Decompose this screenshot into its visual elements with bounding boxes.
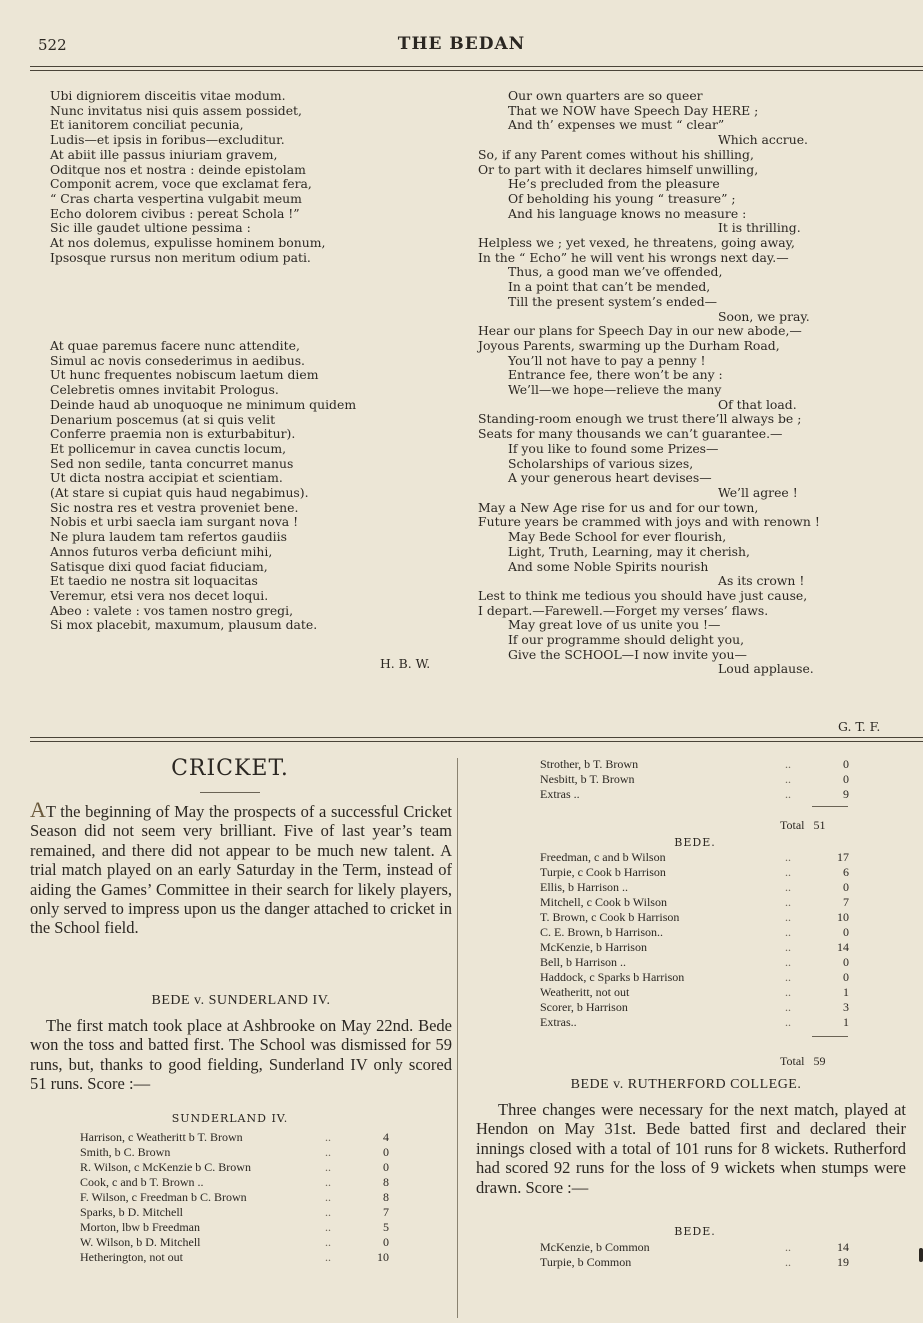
batsman: R. Wilson, c McKenzie b C. Brown — [80, 1160, 251, 1174]
leader-dots: .. — [325, 1130, 331, 1144]
runs: 3 — [843, 1000, 849, 1014]
score-row — [540, 757, 850, 772]
poem-line: We’ll—we hope—relieve the many — [508, 382, 722, 398]
runs: 0 — [383, 1145, 389, 1159]
runs: 0 — [843, 757, 849, 771]
english-signature: G. T. F. — [838, 719, 881, 734]
score-row — [540, 925, 850, 940]
batsman: Harrison, c Weatheritt b T. Brown — [80, 1130, 243, 1144]
leader-dots: .. — [785, 880, 791, 894]
bede2-scorecard — [540, 1240, 850, 1270]
section-rule-thin — [30, 741, 923, 742]
batsman: C. E. Brown, b Harrison.. — [540, 925, 663, 939]
poem-line: Standing-room enough we trust there’ll always be ; — [478, 411, 802, 427]
bede-total-rule — [812, 1036, 848, 1037]
leader-dots: .. — [325, 1220, 331, 1234]
batsman: Haddock, c Sparks b Harrison — [540, 970, 685, 984]
poem-line: I depart.—Farewell.—Forget my verses’ flaws. — [478, 602, 769, 618]
score-row — [540, 1240, 850, 1255]
poem-line: Thus, a good man we’ve offended, — [508, 264, 723, 280]
batsman: Hetherington, not out — [80, 1250, 183, 1264]
poem-line: In the “ Echo” he will vent his wrongs next day.— — [478, 249, 789, 265]
runs: 8 — [383, 1190, 389, 1204]
leader-dots: .. — [785, 895, 791, 909]
runs: 6 — [843, 865, 849, 879]
leader-dots: .. — [325, 1175, 331, 1189]
score-row — [540, 865, 850, 880]
poem-line: Deinde haud ab unoquoque ne minimum quidem — [50, 396, 357, 412]
leader-dots: .. — [785, 910, 791, 924]
batsman: Sparks, b D. Mitchell — [80, 1205, 183, 1219]
total-value: 59 — [813, 1054, 826, 1068]
leader-dots: .. — [785, 1255, 791, 1269]
batsman: Extras .. — [540, 787, 580, 801]
batsman: Nesbitt, b T. Brown — [540, 772, 635, 786]
poem-line: Or to part with it declares himself unwilling, — [478, 161, 759, 177]
runs: 14 — [837, 1240, 849, 1254]
poem-line: Ubi digniorem disceitis vitae modum. — [50, 88, 286, 103]
poem-line: Echo dolorem civibus : pereat Schola !” — [50, 205, 300, 221]
runs: 8 — [383, 1175, 389, 1189]
poem-line: Conferre praemia non is exturbabitur). — [50, 426, 296, 442]
score-row — [80, 1145, 390, 1160]
poem-line: Hear our plans for Speech Day in our new abode,— — [478, 323, 802, 339]
poem-line: Light, Truth, Learning, may it cherish, — [508, 543, 750, 559]
leader-dots: .. — [785, 757, 791, 771]
poem-line: Scholarships of various sizes, — [508, 455, 694, 471]
poem-line: Give the SCHOOL—I now invite you— — [508, 646, 747, 662]
match2-heading: BEDE v. RUTHERFORD COLLEGE. — [570, 1077, 802, 1092]
title-ornament-rule — [200, 792, 260, 793]
poem-line: It is thrilling. — [718, 220, 801, 236]
total-label: Total — [780, 1054, 805, 1068]
leader-dots: .. — [785, 850, 791, 864]
poem-line: As its crown ! — [718, 573, 805, 589]
batsman: Cook, c and b T. Brown .. — [80, 1175, 204, 1189]
score-row — [80, 1175, 390, 1190]
score-row — [540, 985, 850, 1000]
poem-line: In a point that can’t be mended, — [508, 279, 711, 295]
header-rule-thin — [30, 70, 923, 71]
poem-line: You’ll not have to pay a penny ! — [508, 352, 706, 368]
page-edge-mark — [919, 1248, 923, 1262]
poem-line: That we NOW have Speech Day HERE ; — [508, 102, 759, 118]
leader-dots: .. — [785, 865, 791, 879]
poem-line: Entrance fee, there won’t be any : — [508, 367, 723, 383]
batsman: Morton, lbw b Freedman — [80, 1220, 200, 1234]
leader-dots: .. — [785, 985, 791, 999]
poem-line: Nunc invitatus nisi quis assem possidet, — [50, 102, 302, 118]
runs: 19 — [837, 1255, 849, 1269]
score-row — [540, 787, 850, 802]
poem-line: Et taedio ne nostra sit loquacitas — [50, 573, 258, 589]
score-row — [80, 1220, 390, 1235]
runs: 7 — [843, 895, 849, 909]
poem-line: Sed non sedile, tanta concurret manus — [50, 455, 294, 471]
total-rule — [812, 806, 848, 807]
poem-line: Celebretis omnes invitabit Prologus. — [50, 382, 279, 398]
leader-dots: .. — [785, 955, 791, 969]
runs: 5 — [383, 1220, 389, 1234]
poem-line: May Bede School for ever flourish, — [508, 529, 727, 545]
runs: 17 — [837, 850, 849, 864]
runs: 0 — [383, 1235, 389, 1249]
poem-line: Future years be crammed with joys and with renown ! — [478, 514, 820, 530]
leader-dots: .. — [325, 1235, 331, 1249]
cricket-intro — [30, 797, 452, 938]
poem-line: Loud applause. — [718, 661, 814, 677]
leader-dots: .. — [785, 940, 791, 954]
poem-line: At quae paremus facere nunc attendite, — [50, 338, 300, 353]
poem-line: Ne plura laudem tam refertos gaudiis — [50, 529, 287, 545]
page-number: 522 — [38, 36, 67, 54]
header-rule — [30, 66, 923, 67]
batsman: F. Wilson, c Freedman b C. Brown — [80, 1190, 247, 1204]
leader-dots: .. — [785, 925, 791, 939]
batsman: Strother, b T. Brown — [540, 757, 639, 771]
latin-stanza-1 — [50, 89, 460, 265]
batsman: Mitchell, c Cook b Wilson — [540, 895, 667, 909]
score-row — [80, 1235, 390, 1250]
score-row — [80, 1250, 390, 1265]
poem-line: If our programme should delight you, — [508, 632, 745, 648]
runs: 10 — [837, 910, 849, 924]
leader-dots: .. — [325, 1205, 331, 1219]
poem-line: Ipsosque rursus non meritum odium pati. — [50, 249, 311, 265]
poem-line: Till the present system’s ended— — [508, 293, 718, 309]
poem-line: Joyous Parents, swarming up the Durham Road, — [478, 337, 780, 353]
poem-line: Seats for many thousands we can’t guarantee.— — [478, 426, 783, 442]
poem-line: Sic nostra res et vestra proveniet bene. — [50, 499, 299, 515]
cricket-title: CRICKET. — [171, 756, 289, 781]
score-row — [540, 772, 850, 787]
runs: 0 — [843, 880, 849, 894]
batsman: Freedman, c and b Wilson — [540, 850, 666, 864]
batsman: Bell, b Harrison .. — [540, 955, 626, 969]
poem-line: Et ianitorem conciliat pecunia, — [50, 117, 244, 133]
score-row — [540, 1015, 850, 1030]
poem-line: Simul ac novis consederimus in aedibus. — [50, 352, 306, 368]
leader-dots: .. — [785, 1240, 791, 1254]
poem-line: So, if any Parent comes without his shilling, — [478, 146, 754, 162]
runs: 4 — [383, 1130, 389, 1144]
section-rule — [30, 737, 923, 738]
runs: 0 — [843, 970, 849, 984]
score-row — [540, 940, 850, 955]
poem-line: Of beholding his young “ treasure” ; — [508, 190, 736, 206]
score-row — [540, 895, 850, 910]
latin-signature: H. B. W. — [380, 656, 431, 671]
leader-dots: .. — [785, 1000, 791, 1014]
poem-line: Our own quarters are so queer — [508, 88, 703, 103]
total-value: 51 — [813, 818, 826, 832]
runs: 1 — [843, 1015, 849, 1029]
poem-line: Which accrue. — [718, 132, 808, 148]
poem-line: We’ll agree ! — [718, 484, 798, 500]
poem-line: A your generous heart devises— — [508, 470, 712, 486]
score-row — [540, 880, 850, 895]
total-label: Total — [780, 818, 805, 832]
batsman: Scorer, b Harrison — [540, 1000, 628, 1014]
runs: 1 — [843, 985, 849, 999]
batsman: Smith, b C. Brown — [80, 1145, 171, 1159]
batsman: Weatheritt, not out — [540, 985, 630, 999]
poem-line: Ludis—et ipsis in foribus—excluditur. — [50, 132, 285, 148]
leader-dots: .. — [325, 1145, 331, 1159]
intro-text: T the beginning of May the prospects of a successful Cricket Season did not seem very brilliant. Five of last year’s team remained, and there did not appear to be much new talent. A trial match played on an early Saturday in the Term, instead of aiding the Games’ Committee in their search for likely players, only served to impress upon us the danger attached to cricket in the School field. — [30, 802, 452, 938]
match1-heading: BEDE v. SUNDERLAND IV. — [151, 993, 331, 1008]
poem-line: If you like to found some Prizes— — [508, 440, 719, 456]
score-row — [80, 1160, 390, 1175]
poem-line: Of that load. — [718, 396, 797, 412]
poem-line: Veremur, etsi vera nos decet loqui. — [50, 587, 269, 603]
poem-line: “ Cras charta vespertina vulgabit meum — [50, 190, 302, 206]
match1-text: The first match took place at Ashbrooke on May 22nd. Bede won the toss and batted first. The School was dismissed for 59 runs, but, thanks to good fielding, Sunderland IV only scored 51 runs. Score :— — [30, 1016, 452, 1094]
poem-line: Si mox placebit, maxumum, plausum date. — [50, 617, 318, 633]
poem-line: May great love of us unite you !— — [508, 617, 721, 633]
poem-line: Oditque nos et nostra : deinde epistolam — [50, 161, 306, 177]
poem-line: And his language knows no measure : — [508, 205, 747, 221]
bede-label: BEDE. — [674, 836, 716, 849]
sunderland-scorecard-cont — [540, 757, 850, 802]
runs: 7 — [383, 1205, 389, 1219]
poem-line: Satisque dixi quod faciat fiduciam, — [50, 558, 268, 574]
batsman: T. Brown, c Cook b Harrison — [540, 910, 680, 924]
poem-line: At nos dolemus, expulisse hominem bonum, — [50, 235, 326, 251]
poem-line: Et pollicemur in cavea cunctis locum, — [50, 440, 287, 456]
batsman: Turpie, c Cook b Harrison — [540, 865, 666, 879]
runs: 14 — [837, 940, 849, 954]
runs: 10 — [377, 1250, 389, 1264]
leader-dots: .. — [785, 1015, 791, 1029]
poem-line: He’s precluded from the pleasure — [508, 176, 720, 192]
score-row — [540, 1000, 850, 1015]
bede-total — [780, 1054, 826, 1069]
batsman: Extras.. — [540, 1015, 577, 1029]
runs: 0 — [843, 955, 849, 969]
sunderland-scorecard — [80, 1130, 390, 1265]
poem-line: Sic ille gaudet ultione pessima : — [50, 220, 251, 236]
leader-dots: .. — [325, 1160, 331, 1174]
leader-dots: .. — [785, 787, 791, 801]
poem-line: Soon, we pray. — [718, 308, 810, 324]
leader-dots: .. — [785, 970, 791, 984]
column-divider — [457, 758, 458, 1318]
poem-line: Ut hunc frequentes nobiscum laetum diem — [50, 367, 319, 383]
poem-line: And some Noble Spirits nourish — [508, 558, 709, 574]
poem-line: Denarium poscemus (at si quis velit — [50, 411, 276, 427]
batsman: McKenzie, b Common — [540, 1240, 650, 1254]
poem-line: At abiit ille passus iniuriam gravem, — [50, 146, 278, 162]
leader-dots: .. — [325, 1190, 331, 1204]
score-row — [540, 955, 850, 970]
english-poem — [478, 89, 898, 677]
poem-line: Ut dicta nostra accipiat et scientiam. — [50, 470, 283, 486]
score-row — [80, 1190, 390, 1205]
batsman: Turpie, b Common — [540, 1255, 632, 1269]
runs: 9 — [843, 787, 849, 801]
poem-line: And th’ expenses we must “ clear” — [508, 117, 725, 133]
drop-cap: A — [30, 797, 46, 822]
runs: 0 — [383, 1160, 389, 1174]
poem-line: Componit acrem, voce que exclamat fera, — [50, 176, 312, 192]
score-row — [80, 1205, 390, 1220]
poem-line: Helpless we ; yet vexed, he threatens, going away, — [478, 235, 795, 251]
batsman: W. Wilson, b D. Mitchell — [80, 1235, 201, 1249]
score-row — [540, 910, 850, 925]
match2-text: Three changes were necessary for the next match, played at Hendon on May 31st. Bede batted first and declared their innings closed with a total of 101 runs for 8 wickets. Rutherford had scored 92 runs for the loss of 9 wickets when stumps were drawn. Score :— — [476, 1100, 906, 1197]
poem-line: Abeo : valete : vos tamen nostro gregi, — [50, 602, 294, 618]
score-row — [540, 1255, 850, 1270]
poem-line: (At stare si cupiat quis haud negabimus). — [50, 485, 309, 501]
leader-dots: .. — [325, 1250, 331, 1264]
poem-line: Lest to think me tedious you should have just cause, — [478, 587, 808, 603]
sunderland-label: SUNDERLAND IV. — [171, 1112, 289, 1125]
score-row — [80, 1130, 390, 1145]
runs: 0 — [843, 772, 849, 786]
poem-line: May a New Age rise for us and for our town, — [478, 499, 759, 515]
batsman: Ellis, b Harrison .. — [540, 880, 628, 894]
bede2-label: BEDE. — [674, 1225, 716, 1238]
poem-line: Nobis et urbi saecla iam surgant nova ! — [50, 514, 299, 530]
bede-scorecard — [540, 850, 850, 1030]
running-title: THE BEDAN — [397, 34, 526, 54]
runs: 0 — [843, 925, 849, 939]
poem-line: Annos futuros verba deficiunt mihi, — [50, 543, 273, 559]
latin-stanza-2 — [50, 339, 460, 633]
score-row — [540, 850, 850, 865]
leader-dots: .. — [785, 772, 791, 786]
batsman: McKenzie, b Harrison — [540, 940, 647, 954]
sunderland-total — [780, 818, 826, 833]
score-row — [540, 970, 850, 985]
